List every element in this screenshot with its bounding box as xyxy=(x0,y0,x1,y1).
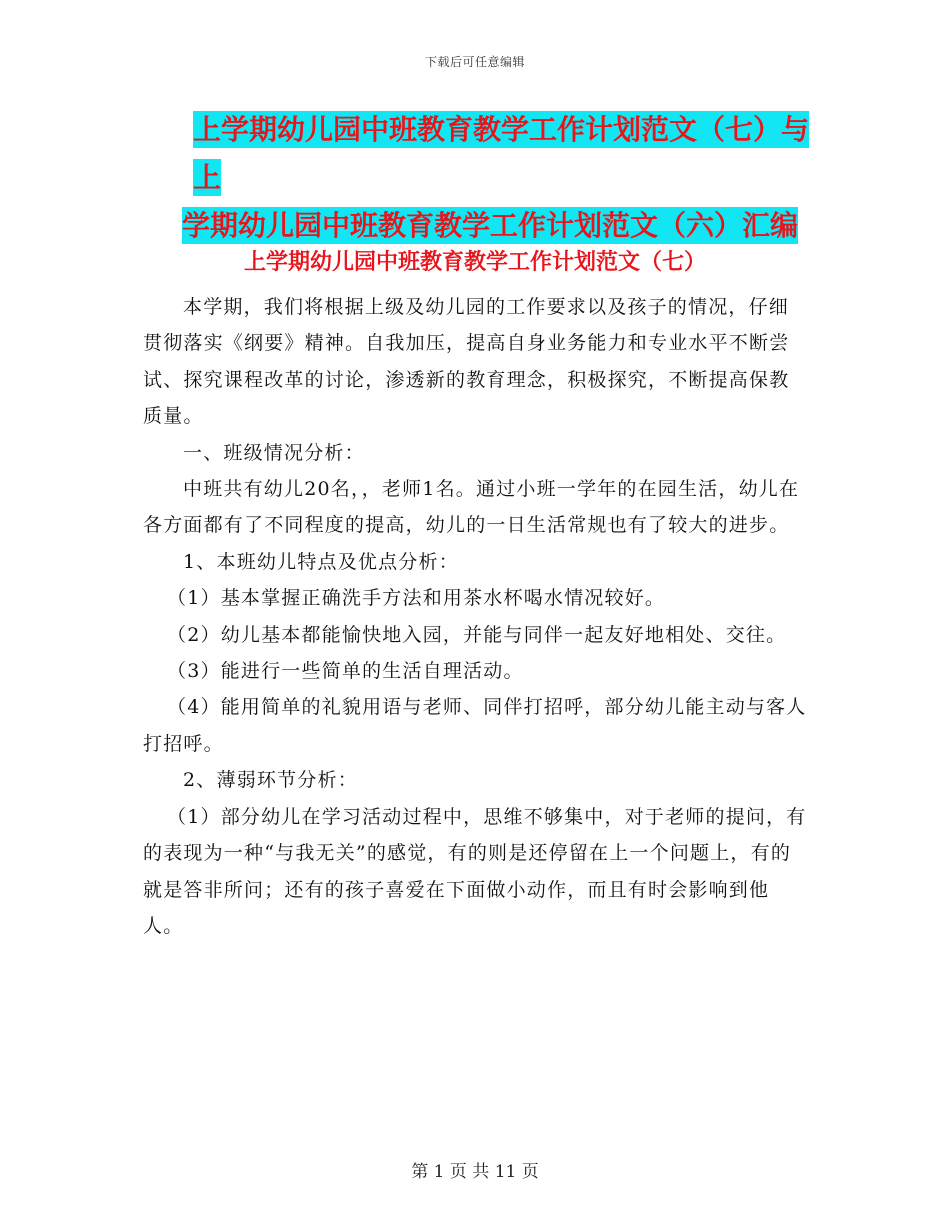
paragraph-class-overview: 中班共有幼儿20名，，老师1名。通过小班一学年的在园生活，幼儿在各方面都有了不同程度的提高，幼儿的一日生活常规也有了较大的进步。 xyxy=(143,478,800,537)
document-body xyxy=(143,289,808,944)
document-title-line-2 xyxy=(130,202,820,250)
heading-class-analysis: 一、班级情况分析： xyxy=(183,441,365,464)
header-note: 下载后可任意编辑 xyxy=(424,55,525,69)
list-item-weakness-1: （1）部分幼儿在学习活动过程中，思维不够集中，对于老师的提问，有的表现为一种“与我无关”的感觉，有的则是还停留在上一个问题上，有的就是答非所问；还有的孩子喜爱在下面做小动作，而且有时会影响到他人。 xyxy=(143,805,807,937)
heading-weaknesses: 2、薄弱环节分析： xyxy=(183,769,358,792)
list-item-strength-4: （4）能用简单的礼貌用语与老师、同伴打招呼，部分幼儿能主动与客人打招呼。 xyxy=(143,696,807,755)
list-item-strength-2: （2）幼儿基本都能愉快地入园，并能与同伴一起友好地相处、交往。 xyxy=(167,623,787,646)
section-title: 上学期幼儿园中班教育教学工作计划范文（七） xyxy=(243,250,706,275)
title-highlight-2: 学期幼儿园中班教育教学工作计划范文（六）汇编 xyxy=(182,209,799,242)
document-title xyxy=(130,106,820,250)
heading-strengths: 1、本班幼儿特点及优点分析： xyxy=(183,550,459,573)
title-highlight-1: 上学期幼儿园中班教育教学工作计划范文（七）与上 xyxy=(193,113,810,194)
list-item-strength-1: （1）基本掌握正确洗手方法和用茶水杯喝水情况较好。 xyxy=(167,587,666,610)
document-title-line-1 xyxy=(130,106,820,202)
paragraph-intro: 本学期，我们将根据上级及幼儿园的工作要求以及孩子的情况，仔细贯彻落实《纲要》精神。自我加压，提高自身业务能力和专业水平不断尝试、探究课程改革的讨论，渗透新的教育理念，积极探究，不断提高保教质量。 xyxy=(143,296,790,428)
list-item-strength-3: （3）能进行一些简单的生活自理活动。 xyxy=(167,660,524,683)
page-number: 第 1 页 共 11 页 xyxy=(411,1162,539,1182)
